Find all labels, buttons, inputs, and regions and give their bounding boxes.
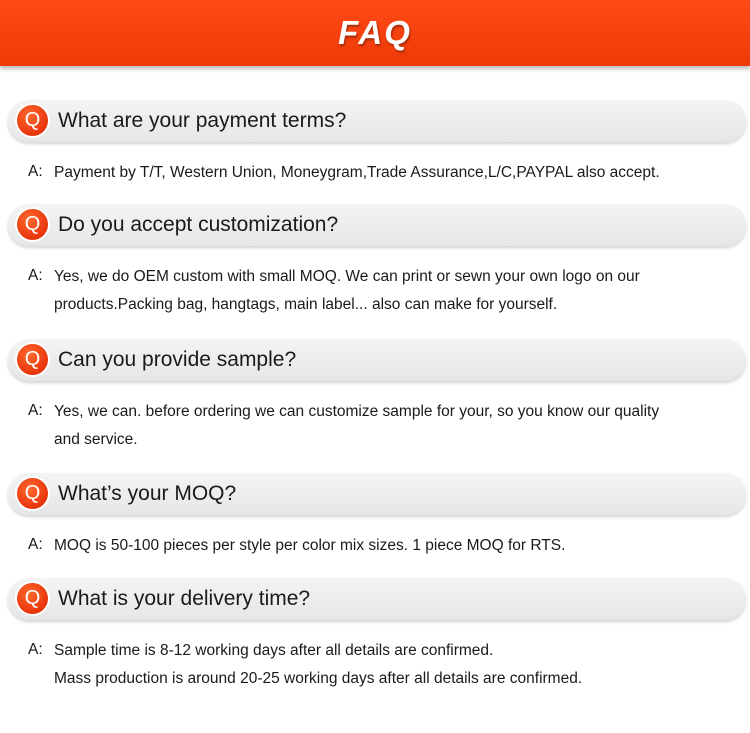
answer-line: Sample time is 8-12 working days after all details are confirmed. (54, 642, 494, 659)
answer-prefix: A: (28, 641, 43, 658)
question-bar (8, 339, 746, 381)
question-bar (8, 578, 746, 620)
question-badge-icon: Q (17, 344, 48, 375)
answer-line: Mass production is around 20-25 working days after all details are confirmed. (54, 670, 583, 687)
question-badge-icon: Q (17, 478, 48, 509)
answer-line: products.Packing bag, hangtags, main label... also can make for yourself. (54, 296, 558, 313)
question-badge-icon: Q (17, 583, 48, 614)
answer-prefix: A: (28, 267, 43, 284)
answer-line: Yes, we do OEM custom with small MOQ. We can print or sewn your own logo on our (54, 268, 640, 285)
answer-prefix: A: (28, 163, 43, 180)
answer-line: and service. (54, 431, 138, 448)
answer-line: Yes, we can. before ordering we can customize sample for your, so you know our quality (54, 403, 660, 420)
faq-banner (0, 0, 750, 66)
question-bar (8, 100, 746, 142)
page-title: FAQ (338, 14, 412, 51)
question-bar (8, 204, 746, 246)
question-text: Do you accept customization? (58, 213, 339, 236)
question-badge-icon: Q (17, 105, 48, 136)
question-text: What is your delivery time? (58, 587, 311, 610)
answer-prefix: A: (28, 536, 43, 553)
question-text: Can you provide sample? (58, 348, 297, 371)
question-badge-icon: Q (17, 209, 48, 240)
question-text: What are your payment terms? (58, 109, 347, 132)
answer-line: Payment by T/T, Western Union, Moneygram,Trade Assurance,L/C,PAYPAL also accept. (54, 164, 660, 181)
answer-line: MOQ is 50-100 pieces per style per color mix sizes. 1 piece MOQ for RTS. (54, 537, 566, 554)
question-bar (8, 473, 746, 515)
answer-prefix: A: (28, 402, 43, 419)
question-text: What’s your MOQ? (58, 482, 237, 505)
